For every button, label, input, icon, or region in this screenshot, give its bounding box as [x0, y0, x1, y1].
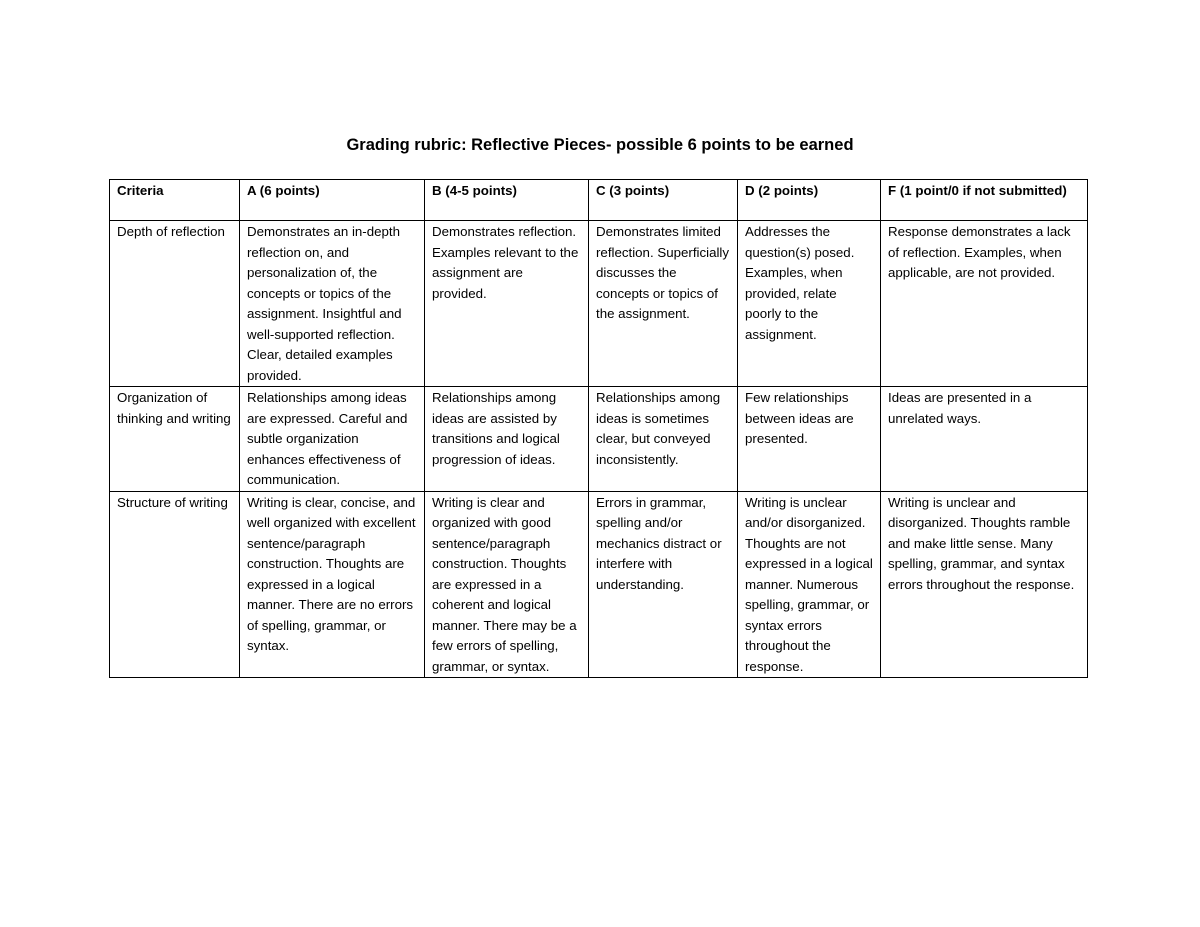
grade-a-cell: Relationships among ideas are expressed. Careful and subtle organization enhances effectiveness of communication. [240, 387, 425, 492]
criterion-cell: Depth of reflection [110, 221, 240, 387]
grade-d-cell: Writing is unclear and/or disorganized. Thoughts are not expressed in a logical manner. Numerous spelling, grammar, or syntax errors throughout the response. [738, 491, 881, 678]
header-grade-a: A (6 points) [240, 180, 425, 221]
grade-d-cell: Few relationships between ideas are presented. [738, 387, 881, 492]
grade-a-cell: Demonstrates an in-depth reflection on, and personalization of, the concepts or topics of the assignment. Insightful and well-supported reflection. Clear, detailed examples provided. [240, 221, 425, 387]
grade-c-cell: Errors in grammar, spelling and/or mechanics distract or interfere with understanding. [589, 491, 738, 678]
criterion-cell: Structure of writing [110, 491, 240, 678]
grade-a-cell: Writing is clear, concise, and well organized with excellent sentence/paragraph construction. Thoughts are expressed in a logical manner. There are no errors of spelling, grammar, or syntax. [240, 491, 425, 678]
page-title: Grading rubric: Reflective Pieces- possible 6 points to be earned [346, 136, 854, 154]
criterion-cell: Organization of thinking and writing [110, 387, 240, 492]
header-grade-d: D (2 points) [738, 180, 881, 221]
grade-c-cell: Demonstrates limited reflection. Superficially discusses the concepts or topics of the assignment. [589, 221, 738, 387]
grade-b-cell: Writing is clear and organized with good sentence/paragraph construction. Thoughts are expressed in a coherent and logical manner. There may be a few errors of spelling, grammar, or syntax. [425, 491, 589, 678]
header-criteria: Criteria [110, 180, 240, 221]
header-row [110, 180, 1088, 221]
header-grade-f: F (1 point/0 if not submitted) [881, 180, 1088, 221]
rubric-table [109, 179, 1088, 678]
table-row [110, 221, 1088, 387]
grade-f-cell: Writing is unclear and disorganized. Thoughts ramble and make little sense. Many spelling, grammar, and syntax errors throughout the response. [881, 491, 1088, 678]
grade-c-cell: Relationships among ideas is sometimes clear, but conveyed inconsistently. [589, 387, 738, 492]
grade-d-cell: Addresses the question(s) posed. Examples, when provided, relate poorly to the assignment. [738, 221, 881, 387]
table-row [110, 387, 1088, 492]
grade-b-cell: Relationships among ideas are assisted by transitions and logical progression of ideas. [425, 387, 589, 492]
header-grade-b: B (4-5 points) [425, 180, 589, 221]
table-row [110, 491, 1088, 678]
grade-b-cell: Demonstrates reflection. Examples relevant to the assignment are provided. [425, 221, 589, 387]
grade-f-cell: Ideas are presented in a unrelated ways. [881, 387, 1088, 492]
header-grade-c: C (3 points) [589, 180, 738, 221]
grade-f-cell: Response demonstrates a lack of reflection. Examples, when applicable, are not provided. [881, 221, 1088, 387]
